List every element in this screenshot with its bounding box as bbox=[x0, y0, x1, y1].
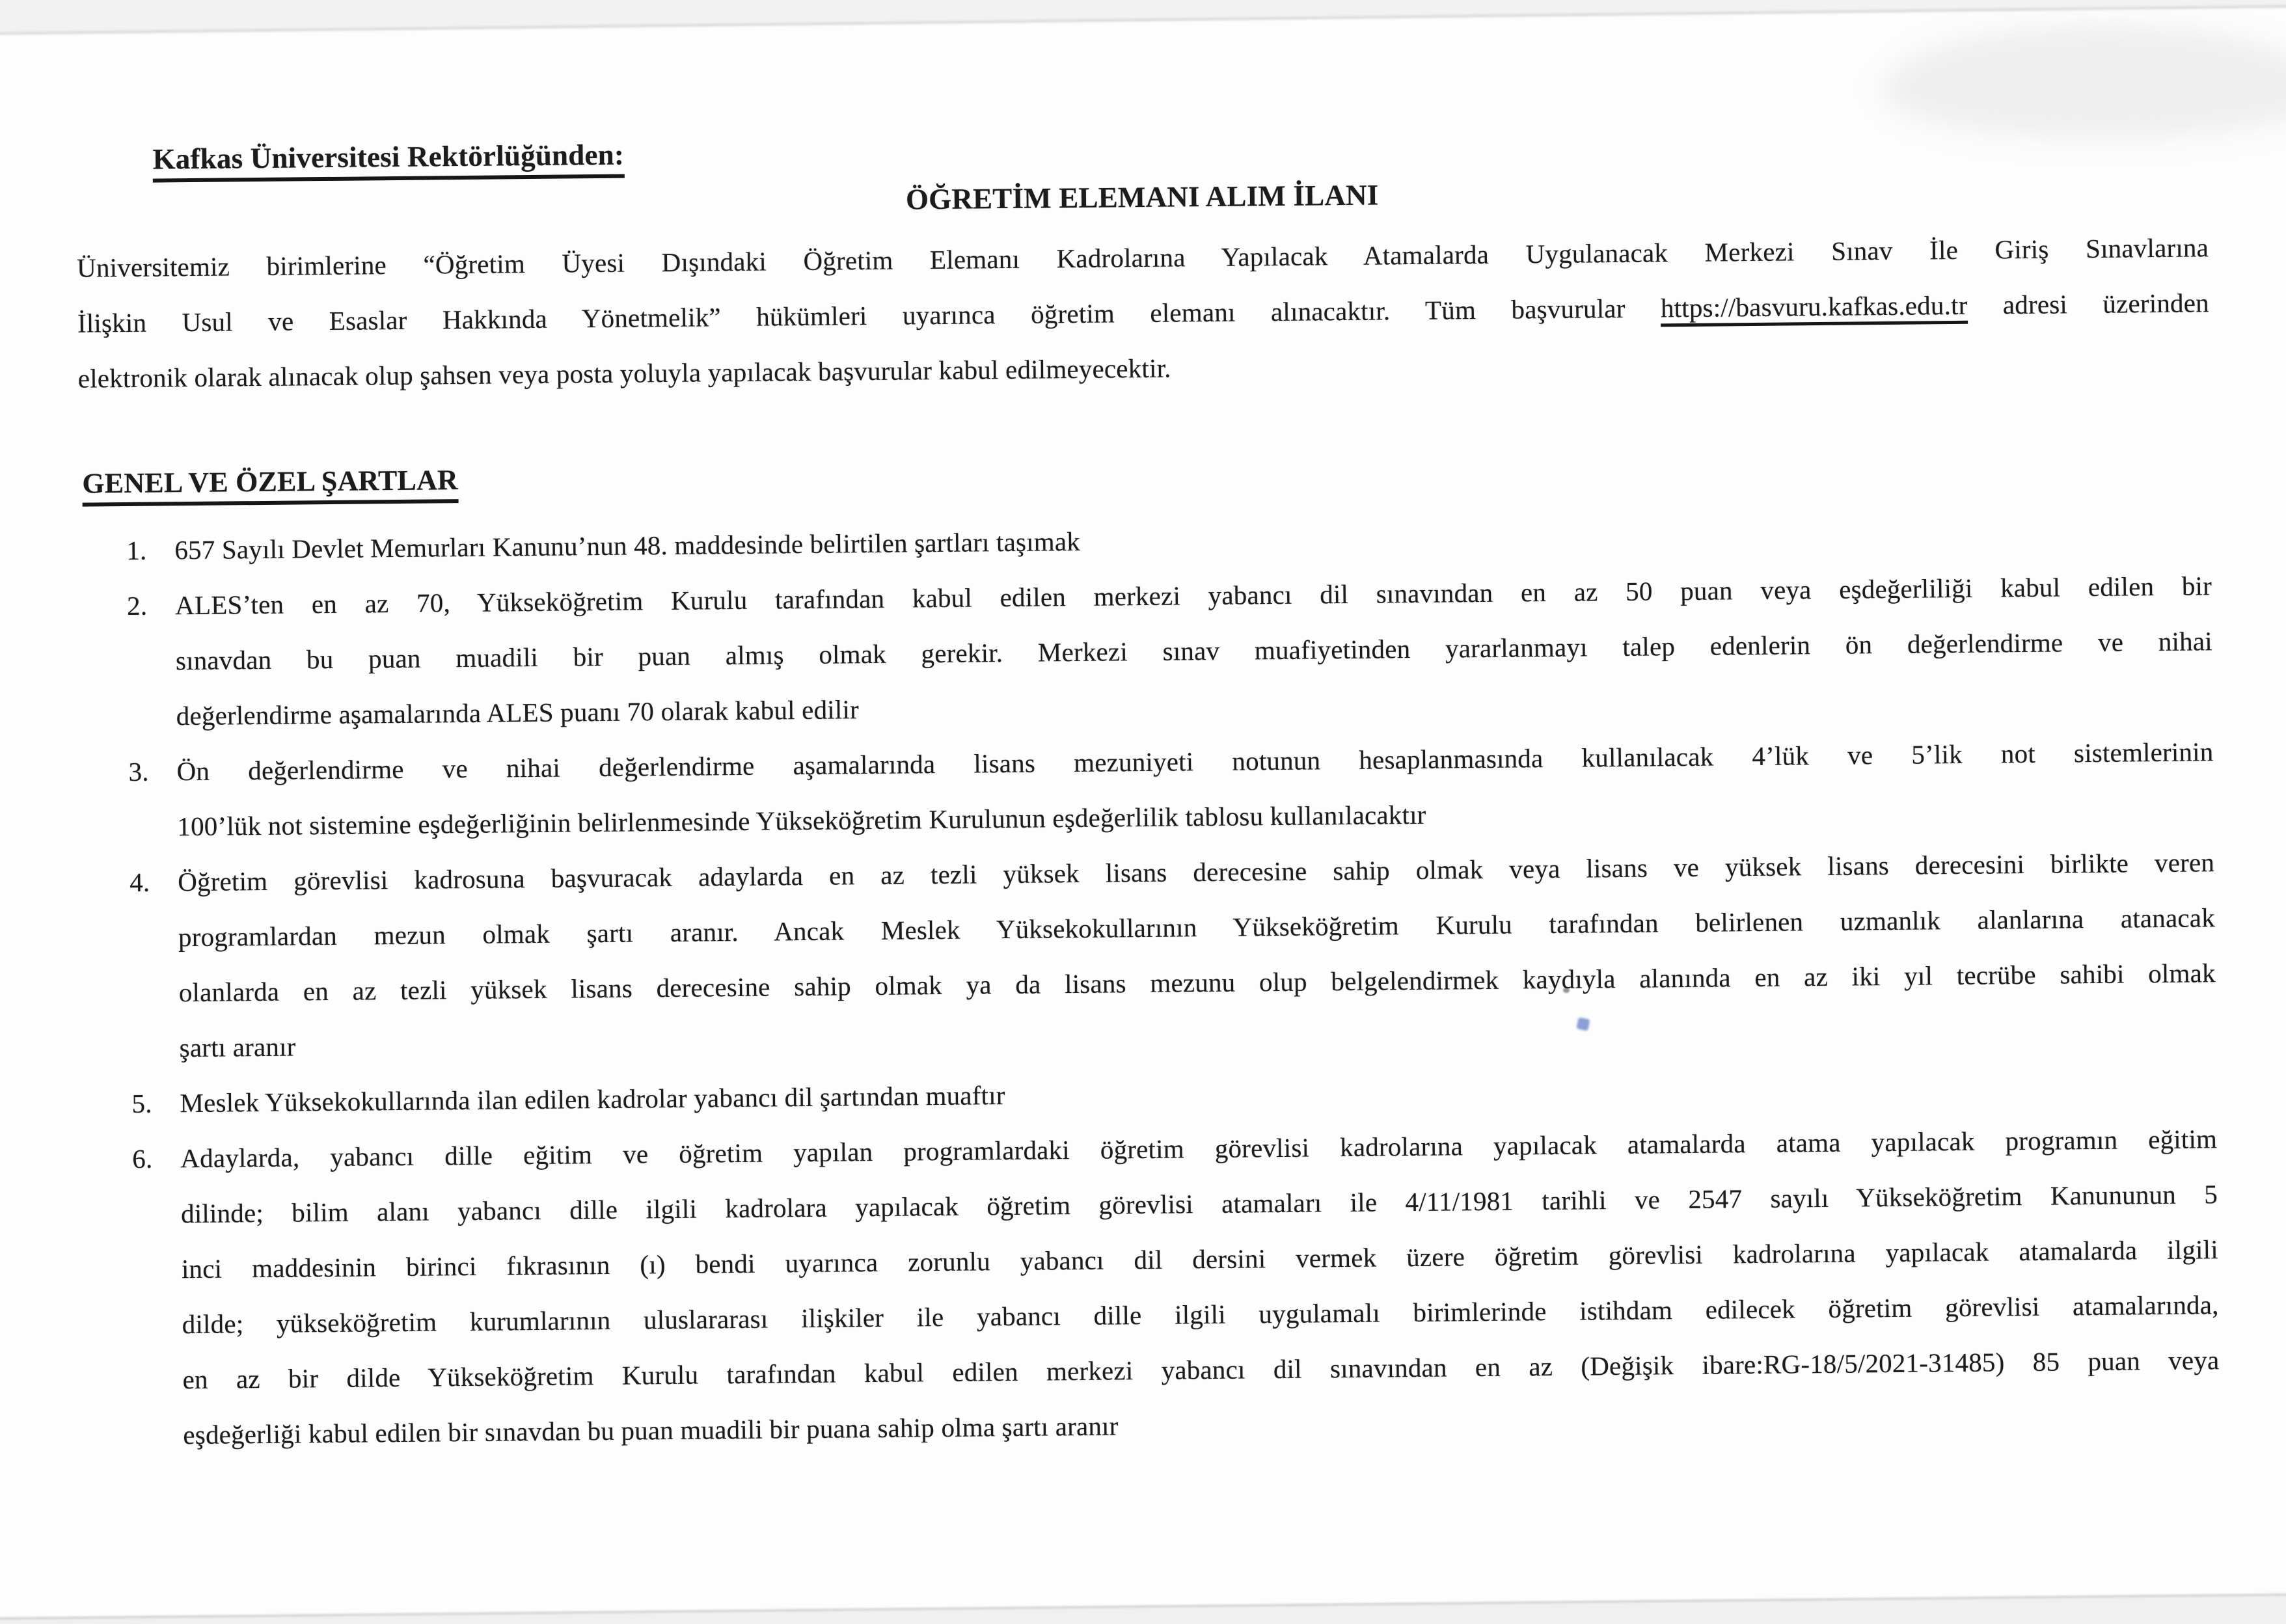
item-line: dilde; yükseköğretim kurumlarının uluslararası ilişkiler ile yabancı dille ilgili uygulamalı birimlerinde istihdam edilecek öğretim görevlisi atamalarında, bbox=[182, 1290, 2219, 1340]
item-line: 657 Sayılı Devlet Memurları Kanunu’nun 48. maddesinde belirtilen şartları taşımak bbox=[174, 526, 1081, 565]
item-line: değerlendirme aşamalarında ALES puanı 70 olarak kabul edilir bbox=[176, 694, 860, 731]
item-line: dilinde; bilim alanı yabancı dille ilgili kadrolara yapılacak öğretim görevlisi atamaları ile 4/11/1981 tarihli ve 2547 sayılı Yükseköğretim Kanununun 5 bbox=[180, 1179, 2218, 1229]
item-text bbox=[175, 558, 2213, 744]
item-number: 6. bbox=[132, 1143, 153, 1174]
section-heading: GENEL VE ÖZEL ŞARTLAR bbox=[82, 464, 458, 507]
intro-line-3: elektronik olarak alınacak olup şahsen veya posta yoluyla yapılacak başvurular kabul edilmeyecektir. bbox=[77, 353, 1171, 394]
item-line: programlardan mezun olmak şartı aranır. Ancak Meslek Yüksekokullarının Yükseköğretim Kurulu tarafından belirlenen uzmanlık alanlarına atanacak bbox=[178, 902, 2216, 953]
item-number: 2. bbox=[126, 590, 148, 621]
item-number: 4. bbox=[129, 867, 150, 898]
list-item-4 bbox=[129, 835, 2216, 1076]
item-text bbox=[180, 1111, 2220, 1463]
item-line: şartı aranır bbox=[179, 1031, 296, 1063]
announcement-title: ÖĞRETİM ELEMANI ALIM İLANI bbox=[905, 178, 1379, 216]
item-line: Öğretim görevlisi kadrosuna başvuracak adaylarda en az tezli yüksek lisans derecesine sahip olmak veya lisans ve yüksek lisans derecesini birlikte veren bbox=[177, 847, 2215, 897]
scan-bottom-edge-artifact bbox=[0, 1592, 2286, 1624]
intro-line-2-text-before-url: İlişkin Usul ve Esaslar Hakkında Yönetmelik” hükümleri uyarınca öğretim elemanı alınacaktır. Tüm başvurular bbox=[77, 293, 1626, 338]
item-number: 1. bbox=[126, 535, 147, 566]
application-url-link[interactable]: https://basvuru.kafkas.edu.tr bbox=[1661, 290, 1968, 327]
section-heading-row bbox=[79, 447, 2211, 507]
item-line: ALES’ten en az 70, Yükseköğretim Kurulu tarafından kabul edilen merkezi yabancı dil sınavından en az 50 puan veya eşdeğerliliği kabul edilen bir bbox=[174, 571, 2212, 621]
item-line: olanlarda en az tezli yüksek lisans derecesine sahip olmak ya da lisans mezunu olup belgelendirmek kaydıyla alanında en az iki yıl tecrübe sahibi olmak bbox=[178, 958, 2216, 1008]
item-line: 100’lük not sistemine eşdeğerliğinin belirlenmesinde Yükseköğretim Kurulunun eşdeğerlilik tablosu kullanılacaktır bbox=[177, 799, 1426, 842]
institution-heading: Kafkas Üniversitesi Rektörlüğünden: bbox=[152, 139, 624, 183]
item-line: en az bir dilde Yükseköğretim Kurulu tarafından kabul edilen merkezi yabancı dil sınavından en az (Değişik ibare:RG-18/5/2021-31485) 85 puan veya bbox=[182, 1345, 2220, 1395]
intro-line-1: Üniversitemiz birimlerine “Öğretim Üyesi Dışındaki Öğretim Elemanı Kadrolarına Yapılacak Atamalarda Uygulanacak Merkezi Sınav İle Giriş Sınavlarına bbox=[76, 232, 2209, 283]
item-line: eşdeğerliği kabul edilen bir sınavdan bu puan muadili bir puana sahip olma şartı aranır bbox=[183, 1411, 1119, 1450]
item-text bbox=[178, 835, 2216, 1076]
list-item-3 bbox=[128, 724, 2214, 855]
intro-line-2-text-after-url: adresi üzerinden bbox=[2002, 287, 2210, 319]
item-text bbox=[176, 724, 2214, 854]
item-number: 3. bbox=[128, 756, 149, 787]
list-item-2 bbox=[127, 558, 2213, 744]
list-item-6 bbox=[132, 1111, 2220, 1463]
item-line: inci maddesinin birinci fıkrasının (ı) bendi uyarınca zorunlu yabancı dil dersini vermek üzere öğretim görevlisi kadrolarına yapılacak atamalarda ilgili bbox=[181, 1234, 2219, 1284]
intro-paragraph bbox=[77, 220, 2210, 406]
item-number: 5. bbox=[131, 1088, 152, 1119]
requirements-list bbox=[126, 503, 2220, 1463]
item-line: Adaylarda, yabancı dille eğitim ve öğretim yapılan programlardaki öğretim görevlisi kadrolarına yapılacak atamalarda atama yapılacak programın eğitim bbox=[180, 1124, 2218, 1174]
item-line: Ön değerlendirme ve nihai değerlendirme aşamalarında lisans mezuniyeti notunun hesaplanmasında kullanılacak 4’lük ve 5’lik not sistemlerinin bbox=[176, 737, 2214, 787]
item-line: sınavdan bu puan muadili bir puan almış olmak gerekir. Merkezi sınav muafiyetinden yararlanmayı talep edenlerin ön değerlendirme ve nihai bbox=[175, 626, 2213, 676]
item-line: Meslek Yüksekokullarında ilan edilen kadrolar yabancı dil şartından muaftır bbox=[180, 1080, 1005, 1118]
